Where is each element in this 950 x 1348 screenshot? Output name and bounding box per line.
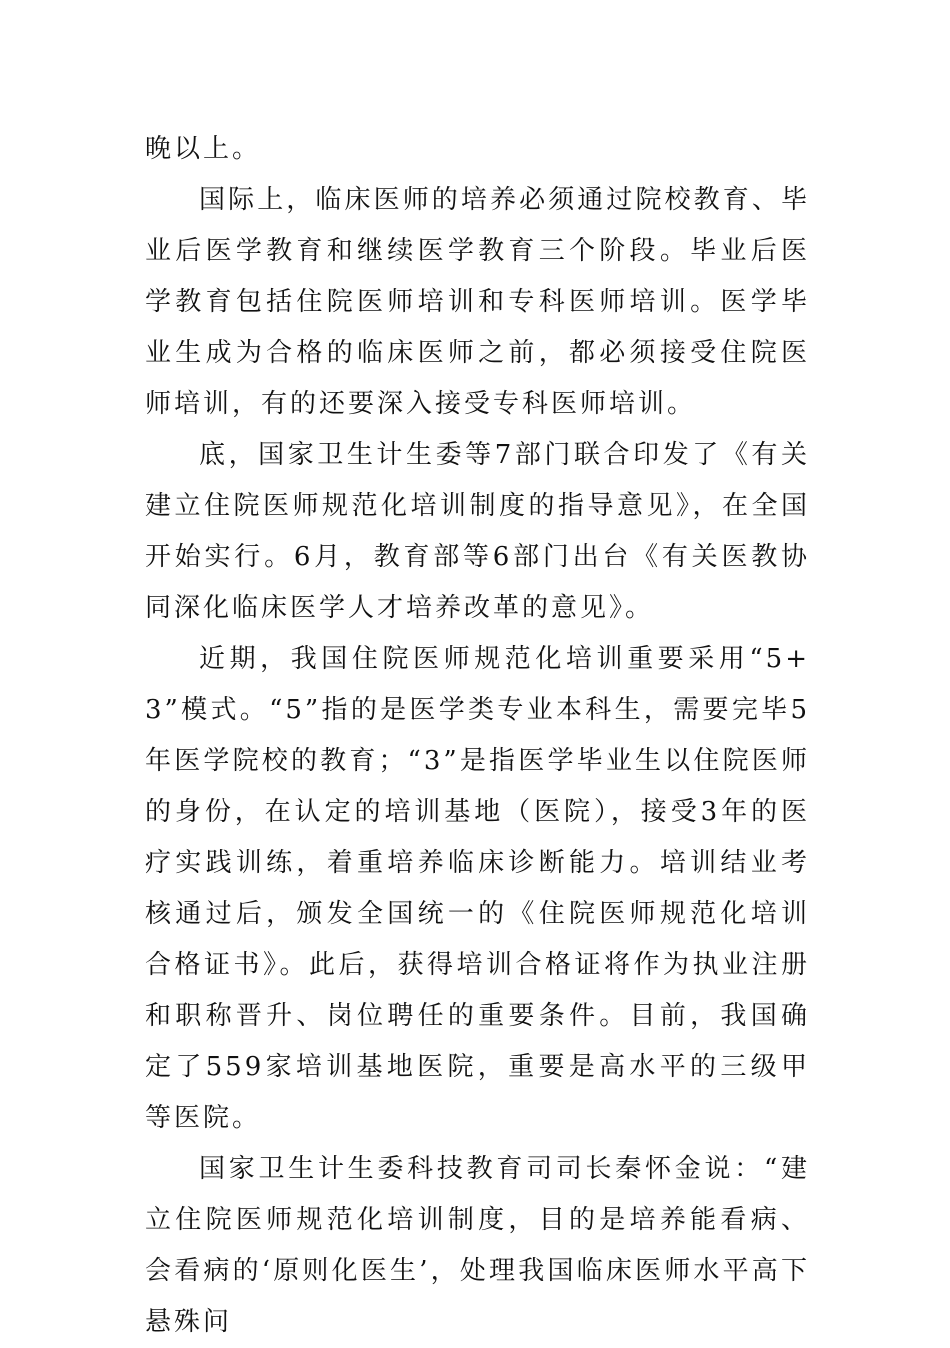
paragraph-3: 底，国家卫生计生委等7部门联合印发了《有关建立住院医师规范化培训制度的指导意见》，在全国开始实行。6月，教育部等6部门出台《有关医教协同深化临床医学人才培养改革的意见》。 xyxy=(145,440,810,623)
paragraph-1: 晚以上。 xyxy=(145,134,262,164)
paragraph-4: 近期，我国住院医师规范化培训重要采用“5+3”模式。“5”指的是医学类专业本科生，需要完毕5年医学院校的教育；“3”是指医学毕业生以住院医师的身份，在认定的培训基地（医院），接受3年的医疗实践训练，着重培养临床诊断能力。培训结业考核通过后，颁发全国统一的《住院医师规范化培训合格证书》。此后，获得培训合格证将作为执业注册和职称晋升、岗位聘任的重要条件。目前，我国确定了559家培训基地医院，重要是高水平的三级甲等医院。 xyxy=(145,644,810,1133)
paragraph-5: 国家卫生计生委科技教育司司长秦怀金说：“建立住院医师规范化培训制度，目的是培养能看病、会看病的‘原则化医生’，处理我国临床医师水平高下悬殊问 xyxy=(145,1154,810,1337)
document-body xyxy=(145,124,810,1348)
paragraph-2: 国际上，临床医师的培养必须通过院校教育、毕业后医学教育和继续医学教育三个阶段。毕业后医学教育包括住院医师培训和专科医师培训。医学毕业生成为合格的临床医师之前，都必须接受住院医师培训，有的还要深入接受专科医师培训。 xyxy=(145,185,810,419)
